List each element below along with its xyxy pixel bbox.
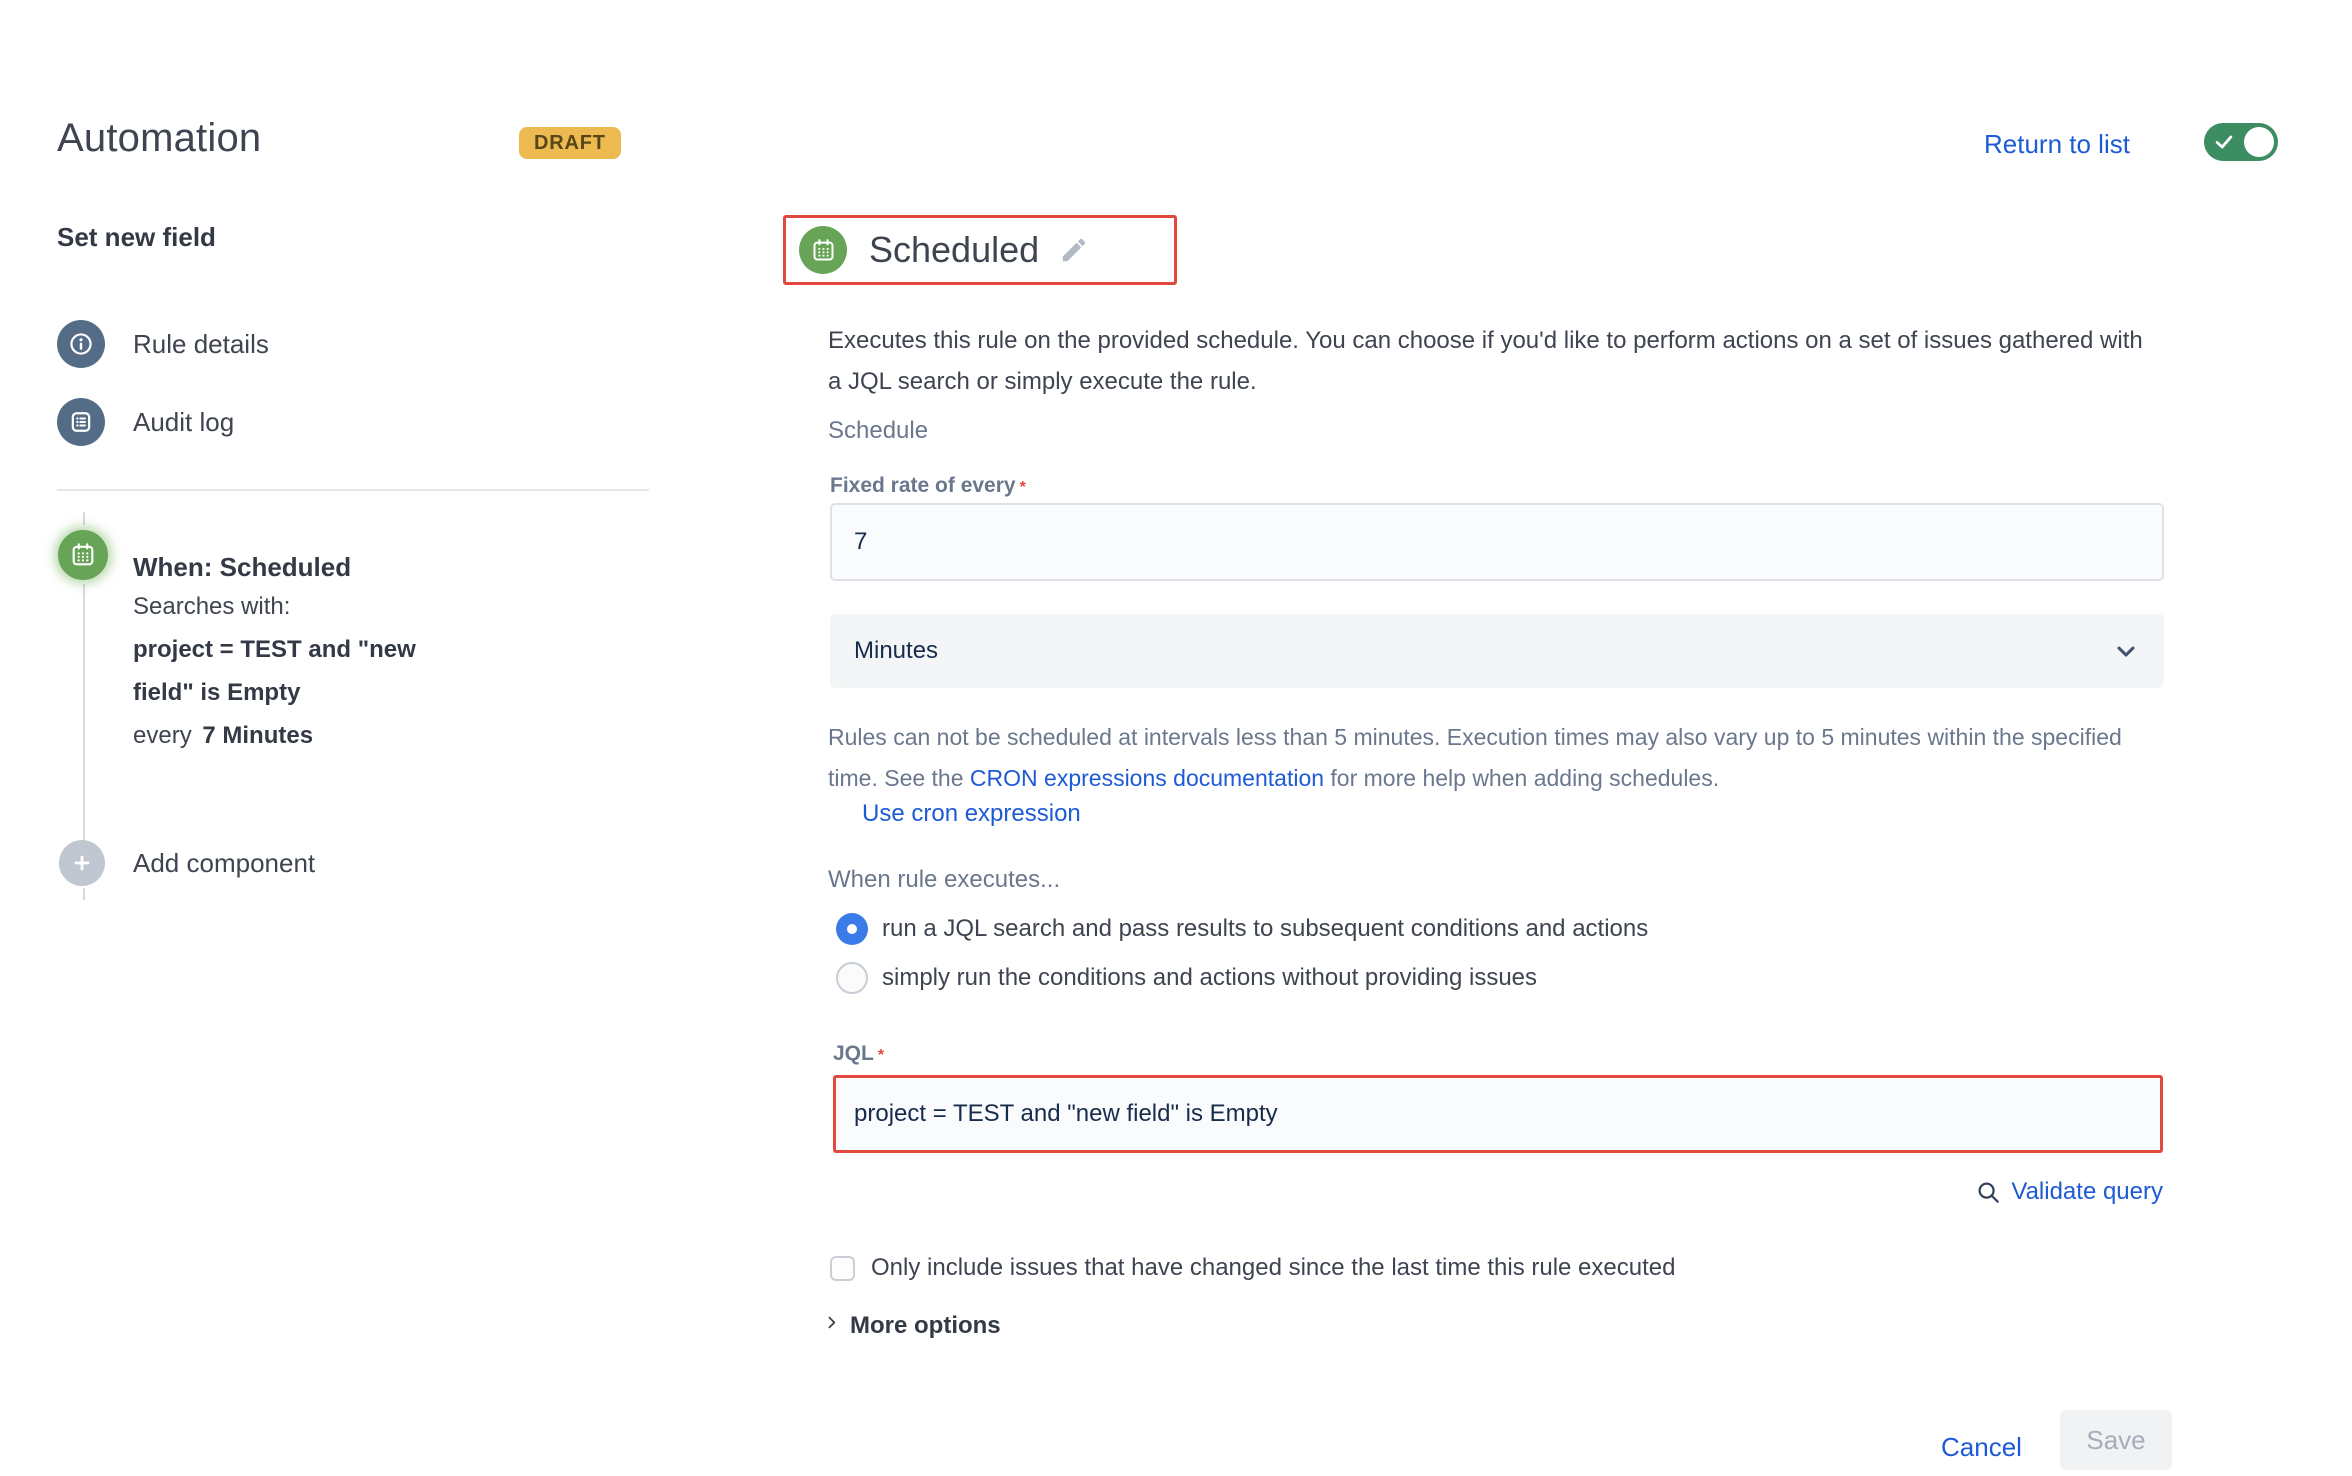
every-label: every [133, 722, 192, 749]
trigger-calendar-icon[interactable] [58, 530, 108, 580]
trigger-heading-box[interactable] [783, 215, 1177, 285]
radio-label: run a JQL search and pass results to subsequent conditions and actions [882, 915, 1649, 942]
sidebar-item-label: Audit log [133, 406, 235, 437]
trigger-query: project = TEST and "new field" is Empty [133, 636, 416, 706]
trigger-heading: Scheduled [869, 229, 1040, 270]
more-options-label: More options [850, 1312, 1001, 1339]
add-component-label: Add component [133, 847, 316, 878]
radio-label: simply run the conditions and actions without providing issues [882, 964, 1538, 991]
interval-unit-value: Minutes [854, 637, 939, 664]
radio-option-jql-search[interactable] [836, 913, 1648, 945]
only-changed-label: Only include issues that have changed since the last time this rule executed [871, 1254, 1676, 1281]
save-button[interactable]: Save [2060, 1410, 2172, 1470]
return-to-list-link[interactable]: Return to list [1984, 129, 2130, 159]
schedule-section-label: Schedule [828, 417, 929, 444]
cron-docs-link[interactable]: CRON expressions documentation [969, 765, 1325, 791]
radio-option-no-issues[interactable] [836, 962, 1648, 994]
radio-unselected-icon[interactable] [836, 962, 868, 994]
connector-stub-top [83, 512, 85, 525]
connector-stub-bottom [83, 888, 85, 900]
when-rule-executes-label: When rule executes... [828, 866, 1061, 893]
help-text-before: Rules can not be scheduled at intervals less than 5 minutes. Execution times may also vary up to 5 minutes within the specified time. See the [828, 724, 2122, 791]
checkbox-unchecked-icon[interactable] [830, 1256, 855, 1281]
connector-line [83, 584, 85, 840]
chevron-down-icon [2112, 637, 2140, 665]
radio-selected-icon[interactable] [836, 913, 868, 945]
use-cron-expression-link[interactable]: Use cron expression [862, 800, 1081, 827]
plus-icon [59, 840, 105, 886]
trigger-description: Executes this rule on the provided schedule. You can choose if you'd like to perform actions on a set of issues gathered with a JQL search or simply execute the rule. [828, 327, 2143, 395]
sidebar-trigger-summary [133, 585, 439, 757]
sidebar-item-rule-details[interactable] [57, 320, 269, 368]
validate-query-button[interactable] [833, 1178, 2163, 1206]
sidebar-trigger-title[interactable]: When: Scheduled [133, 552, 352, 582]
required-asterisk: * [877, 1047, 885, 1064]
fixed-rate-label-row [830, 474, 1026, 498]
jql-input[interactable] [833, 1075, 2163, 1153]
validate-query-label: Validate query [2011, 1178, 2163, 1205]
schedule-help-text [828, 717, 2128, 799]
fixed-rate-label: Fixed rate of every [830, 474, 1016, 497]
info-icon [57, 320, 105, 368]
sidebar-item-label: Rule details [133, 328, 269, 359]
pencil-icon[interactable] [1059, 235, 1089, 265]
more-options-expander[interactable] [823, 1312, 1001, 1340]
jql-label: JQL [833, 1042, 874, 1065]
jql-label-row [833, 1042, 884, 1066]
calendar-icon [799, 226, 847, 274]
cancel-button[interactable]: Cancel [1941, 1432, 2022, 1462]
execute-options-group [836, 913, 1648, 1011]
interval-unit-select[interactable] [830, 614, 2164, 688]
sidebar-item-audit-log[interactable] [57, 398, 234, 446]
add-component-button[interactable] [59, 840, 315, 886]
required-asterisk: * [1019, 479, 1026, 496]
fixed-rate-input[interactable] [830, 503, 2164, 581]
search-icon [1975, 1179, 2002, 1206]
page-title: Automation [57, 116, 262, 160]
status-badge: DRAFT [519, 127, 621, 159]
chevron-right-icon [823, 1314, 840, 1331]
check-icon [2213, 131, 2235, 158]
list-icon [57, 398, 105, 446]
only-changed-checkbox-row[interactable] [830, 1254, 1675, 1282]
trigger-interval: 7 Minutes [202, 722, 314, 749]
rule-enabled-toggle[interactable] [2204, 123, 2278, 161]
searches-with-label: Searches with: [133, 593, 291, 620]
rule-name: Set new field [57, 222, 216, 252]
toggle-knob [2244, 127, 2274, 157]
sidebar-divider [57, 489, 649, 491]
help-text-after: for more help when adding schedules. [1324, 765, 1720, 791]
